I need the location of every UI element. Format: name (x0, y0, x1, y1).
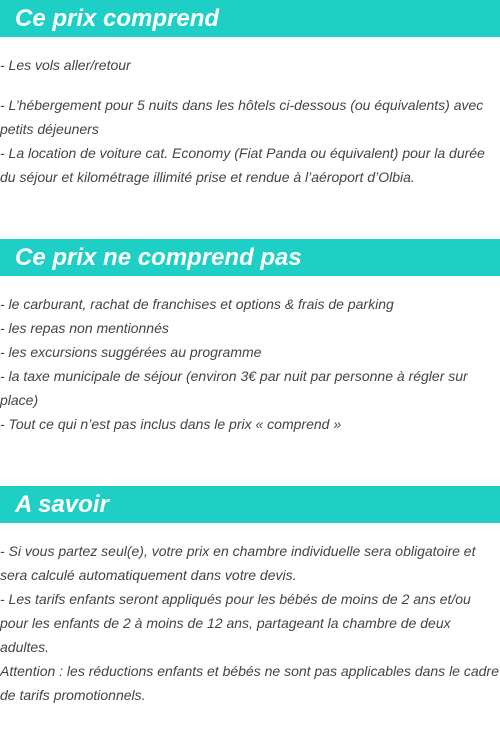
list-item: - Les tarifs enfants seront appliqués pour les bébés de moins de 2 ans et/ou pour les enfants de 2 à moins de 12 ans, partageant la chambre de deux adultes. (0, 591, 471, 655)
section-header-ce-prix-ne-comprend-pas (0, 239, 500, 276)
list-item: - les repas non mentionnés (0, 320, 169, 336)
section-title: Ce prix comprend (15, 5, 220, 32)
list-item: - la taxe municipale de séjour (environ 3€ par nuit par personne à régler sur place) (0, 368, 468, 408)
section-header-ce-prix-comprend (0, 0, 500, 37)
list-item: - Tout ce qui n’est pas inclus dans le prix « comprend » (0, 416, 342, 432)
list-item: - les excursions suggérées au programme (0, 344, 262, 360)
list-item: - Si vous partez seul(e), votre prix en chambre individuelle sera obligatoire et sera calculé automatiquement dans votre devis. (0, 543, 476, 583)
section-body-a-savoir (0, 539, 500, 707)
list-item: - La location de voiture cat. Economy (Fiat Panda ou équivalent) pour la durée du séjour et kilométrage illimité prise et rendue à l’aéroport d’Olbia. (0, 145, 485, 185)
section-title: A savoir (15, 491, 109, 518)
list-item: Attention : les réductions enfants et bébés ne sont pas applicables dans le cadre de tarifs promotionnels. (0, 663, 499, 703)
section-body-ce-prix-ne-comprend-pas (0, 292, 500, 436)
section-header-a-savoir (0, 486, 500, 523)
section-body-ce-prix-comprend (0, 53, 500, 189)
list-item: - le carburant, rachat de franchises et options & frais de parking (0, 296, 394, 312)
section-title: Ce prix ne comprend pas (15, 244, 302, 271)
list-item: - L’hébergement pour 5 nuits dans les hôtels ci-dessous (ou équivalents) avec petits déjeuners (0, 97, 484, 137)
list-item: - Les vols aller/retour (0, 57, 131, 73)
